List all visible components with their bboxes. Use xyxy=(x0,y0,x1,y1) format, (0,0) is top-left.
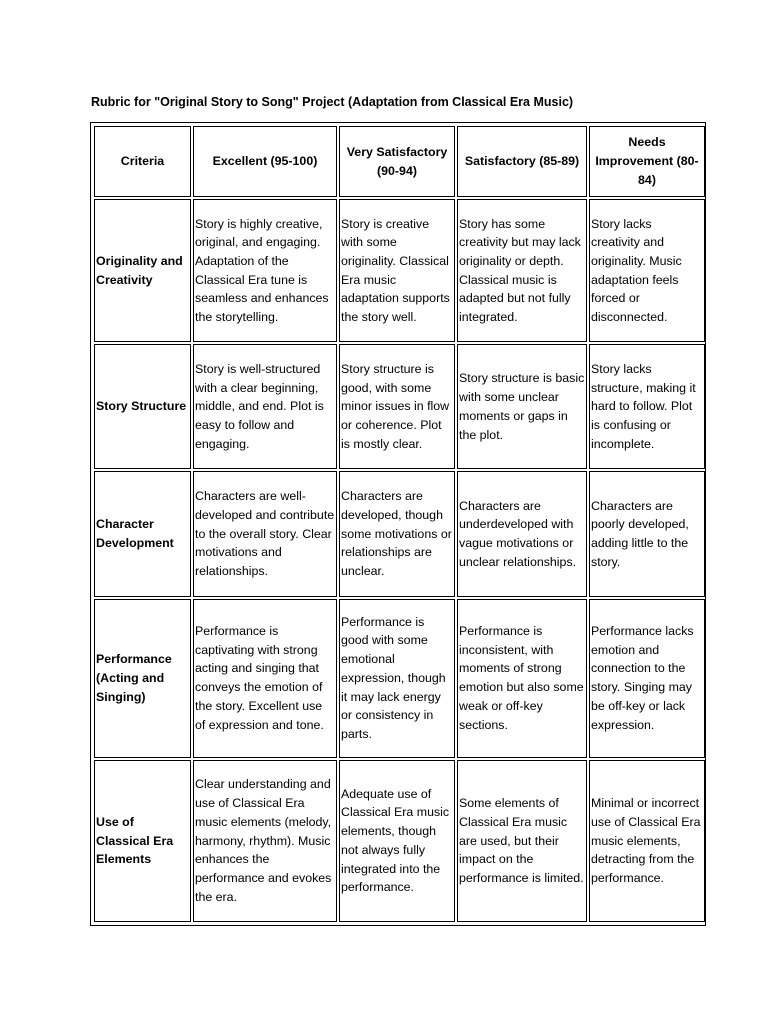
header-criteria: Criteria xyxy=(94,126,191,197)
table-row xyxy=(94,199,705,342)
satisfactory-cell: Story has some creativity but may lack originality or depth. Classical music is adapted but not fully integrated. xyxy=(457,199,587,342)
table-row xyxy=(94,760,705,922)
very-satisfactory-cell: Story structure is good, with some minor issues in flow or coherence. Plot is mostly clear. xyxy=(339,344,455,469)
criterion-cell: Story Structure xyxy=(94,344,191,469)
excellent-cell: Story is highly creative, original, and engaging. Adaptation of the Classical Era tune is seamless and enhances the storytelling. xyxy=(193,199,337,342)
table-header-row xyxy=(94,126,705,197)
criterion-cell: Originality and Creativity xyxy=(94,199,191,342)
needs-improvement-cell: Story lacks structure, making it hard to follow. Plot is confusing or incomplete. xyxy=(589,344,705,469)
needs-improvement-cell: Characters are poorly developed, adding little to the story. xyxy=(589,471,705,596)
satisfactory-cell: Characters are underdeveloped with vague motivations or unclear relationships. xyxy=(457,471,587,596)
very-satisfactory-cell: Characters are developed, though some motivations or relationships are unclear. xyxy=(339,471,455,596)
excellent-cell: Performance is captivating with strong acting and singing that conveys the emotion of the story. Excellent use of expression and tone. xyxy=(193,599,337,758)
excellent-cell: Story is well-structured with a clear beginning, middle, and end. Plot is easy to follow and engaging. xyxy=(193,344,337,469)
header-needs-improvement: Needs Improvement (80-84) xyxy=(589,126,705,197)
satisfactory-cell: Some elements of Classical Era music are used, but their impact on the performance is limited. xyxy=(457,760,587,922)
header-excellent: Excellent (95-100) xyxy=(193,126,337,197)
needs-improvement-cell: Story lacks creativity and originality. Music adaptation feels forced or disconnected. xyxy=(589,199,705,342)
very-satisfactory-cell: Story is creative with some originality. Classical Era music adaptation supports the story well. xyxy=(339,199,455,342)
table-row xyxy=(94,344,705,469)
satisfactory-cell: Story structure is basic with some unclear moments or gaps in the plot. xyxy=(457,344,587,469)
rubric-table xyxy=(92,124,707,924)
rubric-table-frame xyxy=(90,122,706,926)
criterion-cell: Character Development xyxy=(94,471,191,596)
table-row xyxy=(94,471,705,596)
header-very-satisfactory: Very Satisfactory (90-94) xyxy=(339,126,455,197)
criterion-cell: Use of Classical Era Elements xyxy=(94,760,191,922)
very-satisfactory-cell: Performance is good with some emotional expression, though it may lack energy or consistency in parts. xyxy=(339,599,455,758)
needs-improvement-cell: Performance lacks emotion and connection to the story. Singing may be off-key or lack expression. xyxy=(589,599,705,758)
excellent-cell: Clear understanding and use of Classical Era music elements (melody, harmony, rhythm). Music enhances the performance and evokes the era. xyxy=(193,760,337,922)
criterion-cell: Performance (Acting and Singing) xyxy=(94,599,191,758)
very-satisfactory-cell: Adequate use of Classical Era music elements, though not always fully integrated into the performance. xyxy=(339,760,455,922)
needs-improvement-cell: Minimal or incorrect use of Classical Era music elements, detracting from the performance. xyxy=(589,760,705,922)
satisfactory-cell: Performance is inconsistent, with moments of strong emotion but also some weak or off-key sections. xyxy=(457,599,587,758)
excellent-cell: Characters are well-developed and contribute to the overall story. Clear motivations and relationships. xyxy=(193,471,337,596)
table-row xyxy=(94,599,705,758)
document-title: Rubric for "Original Story to Song" Project (Adaptation from Classical Era Music) xyxy=(91,95,574,109)
header-satisfactory: Satisfactory (85-89) xyxy=(457,126,587,197)
